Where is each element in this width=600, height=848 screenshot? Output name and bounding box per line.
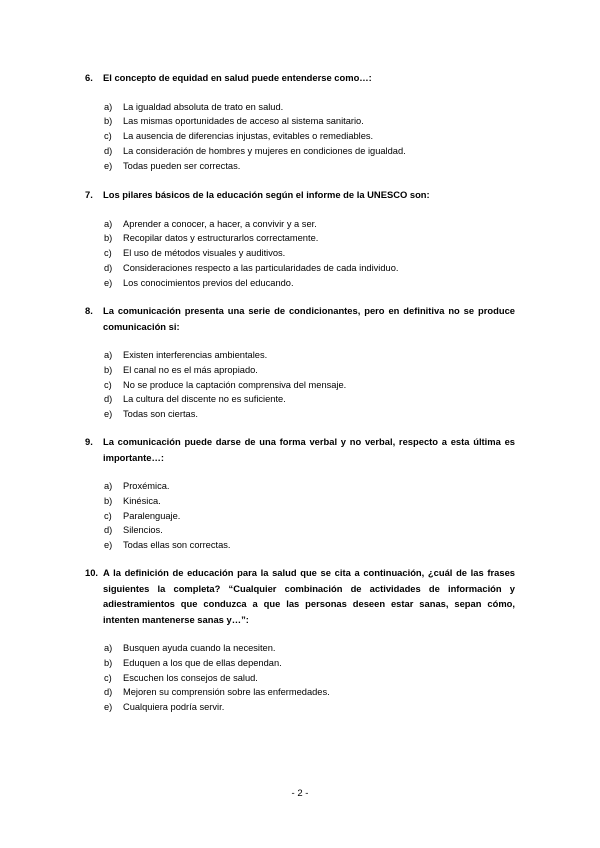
option-e bbox=[104, 276, 515, 291]
question-stem bbox=[85, 187, 515, 203]
option-a bbox=[104, 348, 515, 363]
option-letter: d) bbox=[104, 525, 113, 536]
options-list bbox=[85, 479, 515, 553]
option-letter: b) bbox=[104, 657, 113, 668]
question-8 bbox=[85, 303, 515, 422]
question-stem bbox=[85, 303, 515, 334]
option-letter: a) bbox=[104, 350, 113, 360]
question-stem bbox=[85, 70, 515, 86]
option-letter: d) bbox=[104, 394, 113, 405]
option-text: La igualdad absoluta de trato en salud. bbox=[123, 101, 284, 112]
option-letter: e) bbox=[104, 409, 113, 420]
option-text: Busquen ayuda cuando la necesiten. bbox=[123, 643, 276, 653]
question-stem bbox=[85, 434, 515, 465]
option-b bbox=[104, 114, 515, 129]
option-letter: b) bbox=[104, 495, 113, 506]
option-b bbox=[104, 363, 515, 378]
option-d bbox=[104, 144, 515, 159]
option-c bbox=[104, 509, 515, 524]
option-letter: a) bbox=[104, 643, 113, 653]
option-b bbox=[104, 231, 515, 246]
option-text: El uso de métodos visuales y auditivos. bbox=[123, 248, 286, 259]
option-letter: e) bbox=[104, 160, 113, 171]
option-letter: c) bbox=[104, 379, 112, 390]
option-e bbox=[104, 700, 515, 715]
option-letter: d) bbox=[104, 145, 113, 156]
option-text: Consideraciones respecto a las particularidades de cada individuo. bbox=[123, 262, 399, 273]
option-text: Kinésica. bbox=[123, 495, 161, 506]
question-10 bbox=[85, 565, 515, 715]
option-text: Todas pueden ser correctas. bbox=[123, 160, 241, 171]
option-text: Cualquiera podría servir. bbox=[123, 702, 225, 713]
option-text: Todas son ciertas. bbox=[123, 409, 198, 420]
option-e bbox=[104, 407, 515, 422]
option-text: Eduquen a los que de ellas dependan. bbox=[123, 657, 282, 668]
option-text: El canal no es el más apropiado. bbox=[123, 364, 258, 375]
option-a bbox=[104, 217, 515, 232]
option-d bbox=[104, 685, 515, 700]
options-list bbox=[85, 641, 515, 715]
option-text: No se produce la captación comprensiva del mensaje. bbox=[123, 379, 347, 390]
question-7 bbox=[85, 187, 515, 290]
option-letter: a) bbox=[104, 218, 113, 229]
option-text: La cultura del discente no es suficiente. bbox=[123, 394, 286, 405]
option-a bbox=[104, 100, 515, 115]
question-text: A la definición de educación para la salud que se cita a continuación, ¿cuál de las frases siguientes la completa? “Cualquier combinación de actividades de información y adiestramientos que conduzca a que las personas deseen estar sanas, sepan cómo, intenten mantenerse sanas y…”: bbox=[103, 567, 515, 625]
option-c bbox=[104, 378, 515, 393]
option-text: Existen interferencias ambientales. bbox=[123, 350, 268, 360]
option-letter: b) bbox=[104, 116, 113, 127]
option-letter: e) bbox=[104, 702, 113, 713]
option-letter: d) bbox=[104, 262, 113, 273]
options-list bbox=[85, 100, 515, 174]
option-d bbox=[104, 523, 515, 538]
option-text: Todas ellas son correctas. bbox=[123, 540, 231, 551]
option-text: Las mismas oportunidades de acceso al sistema sanitario. bbox=[123, 116, 364, 127]
option-text: Mejoren su comprensión sobre las enfermedades. bbox=[123, 687, 330, 698]
option-d bbox=[104, 392, 515, 407]
question-number: 10. bbox=[85, 567, 99, 578]
option-letter: e) bbox=[104, 540, 113, 551]
option-e bbox=[104, 159, 515, 174]
option-c bbox=[104, 129, 515, 144]
options-list bbox=[85, 217, 515, 291]
option-a bbox=[104, 479, 515, 494]
option-letter: b) bbox=[104, 364, 113, 375]
option-text: La consideración de hombres y mujeres en condiciones de igualdad. bbox=[123, 145, 406, 156]
page-number: - 2 - bbox=[291, 788, 309, 799]
option-letter: c) bbox=[104, 672, 112, 683]
option-letter: a) bbox=[104, 481, 113, 491]
option-c bbox=[104, 246, 515, 261]
question-number: 8. bbox=[85, 305, 93, 316]
question-6 bbox=[85, 70, 515, 173]
question-number: 7. bbox=[85, 189, 93, 200]
option-e bbox=[104, 538, 515, 553]
option-b bbox=[104, 656, 515, 671]
option-a bbox=[104, 641, 515, 656]
option-text: La ausencia de diferencias injustas, evitables o remediables. bbox=[123, 131, 374, 142]
options-list bbox=[85, 348, 515, 422]
option-letter: e) bbox=[104, 277, 113, 288]
option-b bbox=[104, 494, 515, 509]
option-text: Escuchen los consejos de salud. bbox=[123, 672, 258, 683]
option-d bbox=[104, 261, 515, 276]
option-text: Silencios. bbox=[123, 525, 163, 536]
question-text: La comunicación puede darse de una forma verbal y no verbal, respecto a esta última es importante…: bbox=[103, 436, 515, 463]
option-text: Los conocimientos previos del educando. bbox=[123, 277, 294, 288]
option-letter: a) bbox=[104, 101, 113, 112]
option-letter: b) bbox=[104, 233, 113, 244]
option-text: Proxémica. bbox=[123, 481, 170, 491]
option-text: Aprender a conocer, a hacer, a convivir y a ser. bbox=[123, 218, 317, 229]
question-number: 9. bbox=[85, 436, 93, 447]
option-letter: c) bbox=[104, 510, 112, 521]
option-text: Recopilar datos y estructurarlos correctamente. bbox=[123, 233, 319, 244]
option-c bbox=[104, 671, 515, 686]
question-text: Los pilares básicos de la educación según el informe de la UNESCO son: bbox=[103, 189, 430, 200]
option-letter: c) bbox=[104, 131, 112, 142]
question-text: La comunicación presenta una serie de condicionantes, pero en definitiva no se produce comunicación si: bbox=[103, 305, 515, 332]
option-letter: d) bbox=[104, 687, 113, 698]
option-letter: c) bbox=[104, 248, 112, 259]
question-number: 6. bbox=[85, 72, 93, 83]
option-text: Paralenguaje. bbox=[123, 510, 181, 521]
question-9 bbox=[85, 434, 515, 553]
question-stem bbox=[85, 565, 515, 627]
question-text: El concepto de equidad en salud puede entenderse como…: bbox=[103, 72, 372, 83]
